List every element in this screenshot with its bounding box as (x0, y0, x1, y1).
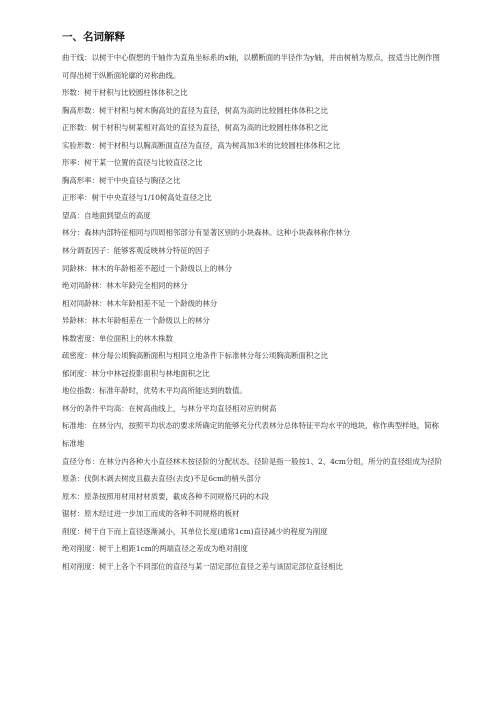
term-definition: 郁闭度：林分中林冠投影面积与林地面积之比 (62, 368, 210, 378)
section-heading: 一、名词解释 (62, 31, 125, 43)
term-definition: 林分：森林内部特征相同与四周相邻部分有显著区别的小块森林。这种小块森林称作林分 (62, 228, 351, 238)
term-definition: 相对削度：树干上各个不同部位的直径与某一固定部位直径之差与该固定部位直径相比 (62, 561, 343, 571)
term-definition: 异龄林：林木年龄相差在一个龄级以上的林分 (62, 316, 210, 326)
term-definition: 形率：树干某一位置的直径与比较直径之比 (62, 158, 203, 168)
term-definition: 林分的条件平均高：在树高曲线上，与林分平均直径相对应的树高 (62, 403, 277, 413)
term-definition: 形数：树干材积与比较圆柱体体积之比 (62, 88, 188, 98)
term-definition: 林分调查因子：能够客观反映林分特征的因子 (62, 246, 210, 256)
term-definition: 原条：伐倒木剥去树皮且截去直径(去皮)不足6cm的梢头部分 (62, 474, 261, 484)
term-definition: 疏密度：林分每公顷胸高断面积与相同立地条件下标准林分每公顷胸高断面积之比 (62, 351, 329, 361)
term-definition: 地位指数：标准年龄时，优势木平均高所能达到的数值。 (62, 386, 247, 396)
term-definition: 正形数：树干材积与树某相对高处的直径为直径，树高为高的比较圆柱体体积之比 (62, 123, 329, 133)
document-page (62, 30, 446, 575)
term-definition: 绝对削度：树干上相距1cm的两端直径之差成为绝对削度 (62, 544, 248, 554)
term-definition: 胸高形率：树干中央直径与胸径之比 (62, 175, 181, 185)
term-definition: 原木：原条按照用材用材材质要，截成各种不同规格尺码的木段 (62, 491, 269, 501)
term-list (62, 49, 446, 575)
term-definition: 望高：自地面到望点的高度 (62, 210, 151, 220)
term-definition: 直径分布：在林分内各种大小直径林木按径阶的分配状态。径阶是指一般按1、2、4cm分组，所分的直径组成为径阶 (62, 456, 443, 466)
term-definition: 锯材：原木经过进一步加工而成的各种不同规格的板材 (62, 509, 240, 519)
term-definition: 胸高形数：树干材积与树木胸高处的直径为直径，树高为高的比较圆柱体体积之比 (62, 105, 329, 115)
term-definition: 削度：树干自下而上直径逐渐减小，其单位长度(通常1cm)直径减少的程度为削度 (62, 526, 328, 536)
term-definition: 正形率：树干中央直径与1/10树高处直径之比 (62, 193, 212, 203)
term-definition: 同龄林：林木的年龄相差不超过一个龄级以上的林分 (62, 263, 232, 273)
term-definition: 实验形数：树干材积与以胸高断面直径为直径，高为树高加3米的比较圆柱体体积之比 (62, 140, 341, 150)
term-definition: 曲干线：以树干中心假想的干轴作为直角坐标系的x轴，以横断面的半径作为y轴，并由树梢为原点，按适当比例作图可得出树干纵断面轮廓的对称曲线。 (62, 53, 440, 80)
term-definition: 株数密度：单位面积上的林木株数 (62, 333, 173, 343)
term-definition: 绝对同龄林：林木年龄完全相同的林分 (62, 281, 188, 291)
term-definition: 标准地：在林分内，按照平均状态的要求所确定的能够充分代表林分总体特征平均水平的地块，称作典型样地，简称标准地 (62, 421, 439, 449)
term-definition: 相对同龄林：林木年龄相差不足一个龄级的林分 (62, 298, 218, 308)
